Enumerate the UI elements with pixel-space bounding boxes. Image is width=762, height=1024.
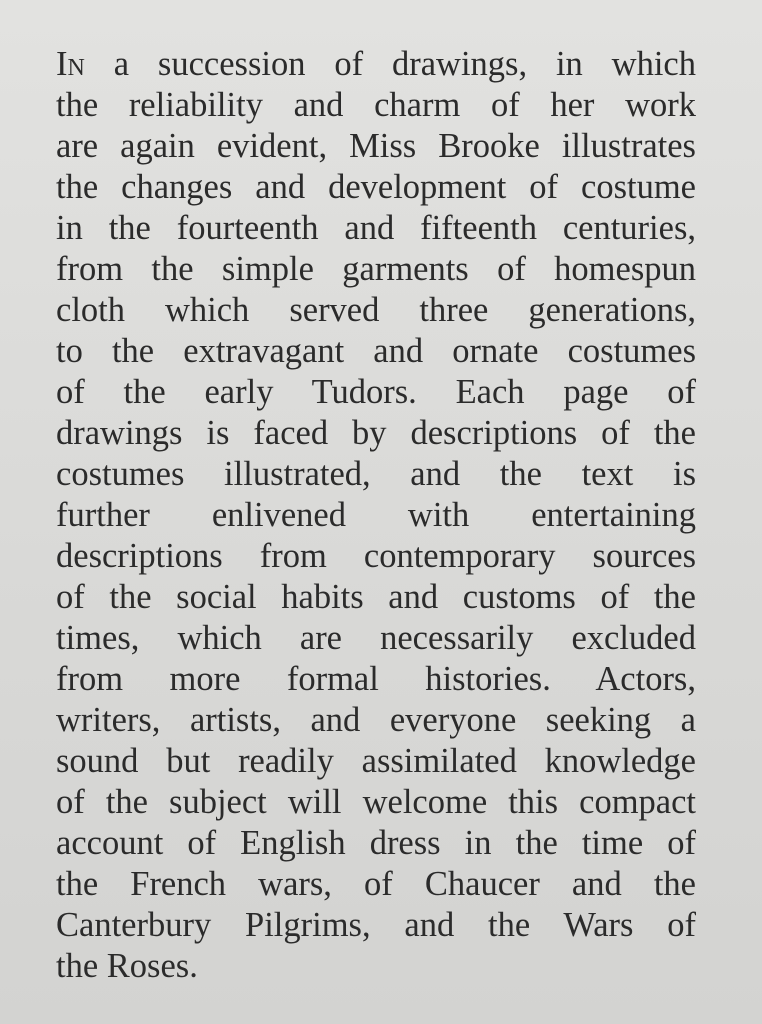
text-line: of the social habits and customs of the [56,578,696,616]
text-line: in the fourteenth and fifteenth centuries, [56,209,696,247]
text-line: times, which are necessarily excluded [56,619,696,657]
text-line: from the simple garments of homespun [56,250,696,288]
text-line: sound but readily assimilated knowledge [56,742,696,780]
text-line: of the early Tudors. Each page of [56,373,696,411]
text-line: to the extravagant and ornate costumes [56,332,696,370]
text-line: cloth which served three generations, [56,291,696,329]
text-line: of the subject will welcome this compact [56,783,696,821]
text-line: drawings is faced by descriptions of the [56,414,696,452]
text-line: further enlivened with entertaining [56,496,696,534]
text-line: writers, artists, and everyone seeking a [56,701,696,739]
text-line: Canterbury Pilgrims, and the Wars of [56,906,696,944]
text-line: the French wars, of Chaucer and the [56,865,696,903]
text-line: the changes and development of costume [56,168,696,206]
blurb-paragraph [56,44,696,987]
text-line: are again evident, Miss Brooke illustrates [56,127,696,165]
text-line: the Roses. [56,947,198,985]
text-line: account of English dress in the time of [56,824,696,862]
text-line: In a succession of drawings, in which [56,45,696,83]
small-caps-opening: In [56,45,85,83]
text-line: the reliability and charm of her work [56,86,696,124]
text-line: costumes illustrated, and the text is [56,455,696,493]
text-line: descriptions from contemporary sources [56,537,696,575]
text-line: from more formal histories. Actors, [56,660,696,698]
